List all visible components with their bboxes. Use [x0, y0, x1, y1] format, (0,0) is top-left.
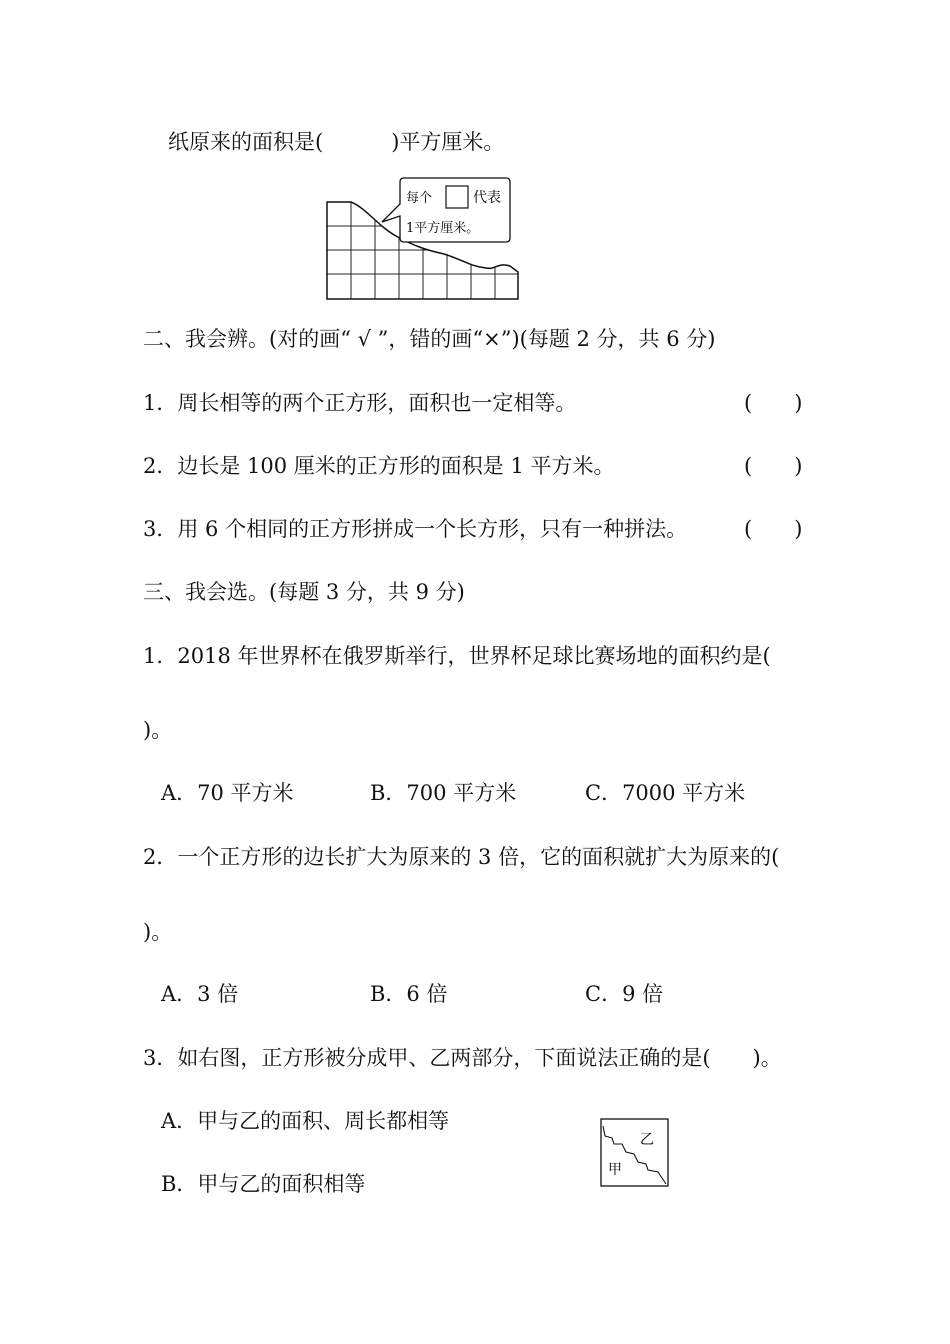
choice-q3-line1: 3．如右图，正方形被分成甲、乙两部分，下面说法正确的是( )。 [143, 1046, 782, 1070]
callout-text-each: 每个 [406, 191, 433, 206]
choice-q1-option-a[interactable]: A．70 平方米 [161, 781, 294, 805]
judge-answer-1[interactable]: ( ) [744, 391, 803, 415]
judge-item-3: 3．用 6 个相同的正方形拼成一个长方形，只有一种拼法。 [143, 517, 688, 541]
choice-q2-line1: 2．一个正方形的边长扩大为原来的 3 倍，它的面积就扩大为原来的( [143, 845, 780, 869]
choice-q1-option-b[interactable]: B．700 平方米 [370, 781, 517, 805]
judge-item-2: 2．边长是 100 厘米的正方形的面积是 1 平方米。 [143, 454, 615, 478]
choice-q2-option-b[interactable]: B．6 倍 [370, 982, 448, 1006]
choice-q3-option-b[interactable]: B．甲与乙的面积相等 [161, 1172, 366, 1196]
choice-q1-option-c[interactable]: C．7000 平方米 [585, 781, 746, 805]
callout-text-unit: 1平方厘米。 [406, 221, 480, 236]
choice-q1-line2: )。 [143, 718, 173, 742]
choice-q2-line2: )。 [143, 920, 173, 944]
section2-heading: 二、我会辨。(对的画“ √ ”，错的画“×”)(每题 2 分，共 6 分) [143, 327, 716, 351]
callout-text-represents: 代表 [473, 190, 501, 206]
label-jia: 甲 [608, 1162, 622, 1178]
judge-answer-3[interactable]: ( ) [744, 517, 803, 541]
choice-q3-option-a[interactable]: A．甲与乙的面积、周长都相等 [161, 1109, 450, 1133]
judge-item-1: 1．周长相等的两个正方形，面积也一定相等。 [143, 391, 577, 415]
choice-q1-line1: 1．2018 年世界杯在俄罗斯举行，世界杯足球比赛场地的面积约是( [143, 644, 771, 668]
section3-heading: 三、我会选。(每题 3 分，共 9 分) [143, 580, 465, 604]
divided-square-figure [600, 1118, 670, 1188]
question-continuation [168, 128, 504, 156]
question-text-before: 纸原来的面积是( [168, 130, 324, 154]
judge-answer-2[interactable]: ( ) [744, 454, 803, 478]
torn-paper-grid-figure [326, 174, 526, 304]
choice-q2-option-c[interactable]: C．9 倍 [585, 982, 664, 1006]
label-yi: 乙 [640, 1132, 654, 1148]
question-text-after: )平方厘米。 [391, 130, 505, 154]
choice-q2-option-a[interactable]: A．3 倍 [161, 982, 239, 1006]
